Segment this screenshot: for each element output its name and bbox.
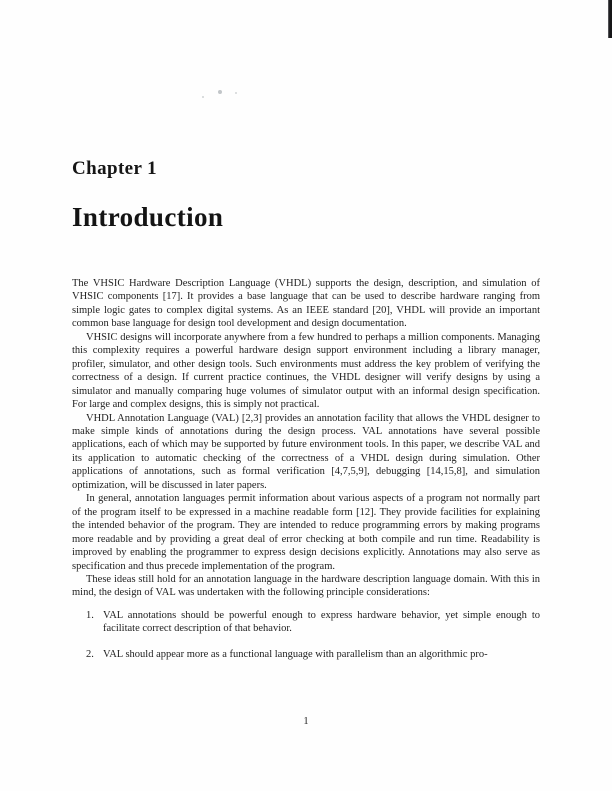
list-item [72, 648, 540, 661]
scan-edge-artifact [608, 0, 612, 38]
list-item-text: VAL should appear more as a functional language with parallelism than an algorithmic pro- [103, 648, 488, 660]
list-item-number: 1. [86, 609, 94, 621]
chapter-title-heading: Introduction [72, 202, 224, 232]
list-item-number: 2. [86, 648, 94, 660]
design-considerations-list [72, 609, 540, 661]
chapter-number-heading: Chapter 1 [72, 158, 158, 179]
body-text [72, 277, 540, 661]
body-paragraph: The VHSIC Hardware Description Language (VHDL) supports the design, description, and simulation of VHSIC components [17]. It provides a base language that can be used to describe hardware ranging from simple logic gates to complex digital systems. As an IEEE standard [20], VHDL will provide an important common base language for design tool development and design documentation. [72, 278, 540, 330]
page-number: 1 [303, 716, 309, 727]
body-paragraph: VHDL Annotation Language (VAL) [2,3] provides an annotation facility that allows the VHDL designer to make simple kinds of annotations during the design process. VAL annotations have several possible applications, each of which may be supported by future environment tools. In this paper, we describe VAL and its application to automatic checking of the correctness of a VHDL design during simulation. Other applications of annotations, such as formal verification [4,7,5,9], debugging [14,15,8], and simulation optimization, will be discussed in later papers. [72, 412, 540, 491]
body-paragraph: In general, annotation languages permit information about various aspects of a program not normally part of the program itself to be expressed in a machine readable form [12]. They provide facilities for explaining the intended behavior of the program. They are intended to reduce programming errors by making programs more readable and by providing a great deal of error checking at both compile and run time. Readability is improved by enabling the programmer to express design decisions explicitly. Annotations may also serve as specification and thus precede implementation of the program. [72, 493, 540, 572]
body-paragraph: VHSIC designs will incorporate anywhere from a few hundred to perhaps a million components. Managing this complexity requires a powerful hardware design support environment including a library manager, profiler, simulator, and other design tools. Such environments must address the key problem of verifying the correctness of a design. If current practice continues, the VHDL designer will verify designs by using a simulator and manually comparing huge volumes of simulator output with an informal design specification. For large and complex designs, this is simply not practical. [72, 331, 540, 411]
list-item [72, 609, 540, 636]
list-item-text: VAL annotations should be powerful enough to express hardware behavior, yet simple enough to facilitate correct description of that behavior. [103, 609, 540, 635]
page-content [72, 0, 540, 661]
body-paragraph: These ideas still hold for an annotation language in the hardware description language domain. With this in mind, the design of VAL was undertaken with the following principle considerations: [72, 573, 540, 599]
